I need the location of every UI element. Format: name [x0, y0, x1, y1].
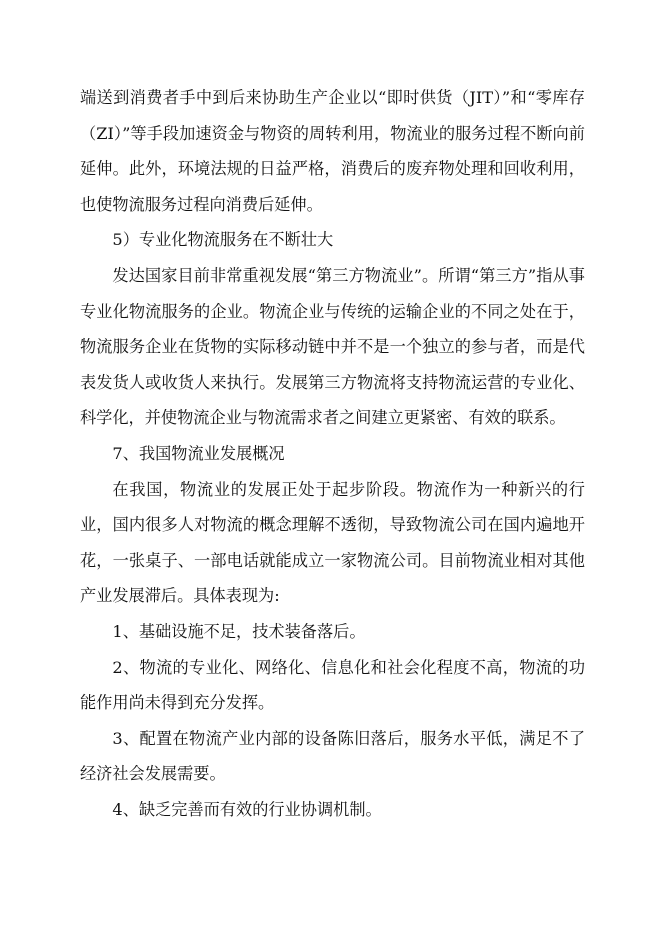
document-body [80, 80, 585, 827]
paragraph-third-party-logistics: 发达国家目前非常重视发展“第三方物流业”。所谓“第三方”指从事专业化物流服务的企业。物流企业与传统的运输企业的不同之处在于，物流服务企业在货物的实际移动链中并不是一个独立的参与者，而是代表发货人或收货人来执行。发展第三方物流将支持物流运营的专业化、科学化，并使物流企业与物流需求者之间建立更紧密、有效的联系。 [80, 265, 585, 428]
paragraph-continuation: 端送到消费者手中到后来协助生产企业以“即时供货（JIT）”和“零库存（ZI）”等手段加速资金与物资的周转利用，物流业的服务过程不断向前延伸。此外，环境法规的日益严格，消费后的废弃物处理和回收利用，也使物流服务过程向消费后延伸。 [80, 88, 585, 214]
paragraph-china-overview: 在我国，物流业的发展正处于起步阶段。物流作为一种新兴的行业，国内很多人对物流的概念理解不透彻，导致物流公司在国内遍地开花，一张桌子、一部电话就能成立一家物流公司。目前物流业相对其他产业发展滞后。具体表现为: [80, 479, 585, 606]
list-item-3: 3、配置在物流产业内部的设备陈旧落后，服务水平低，满足不了经济社会发展需要。 [80, 728, 585, 784]
section-heading-7: 7、我国物流业发展概况 [112, 443, 285, 463]
list-item-2: 2、物流的专业化、网络化、信息化和社会化程度不高，物流的功能作用尚未得到充分发挥。 [80, 657, 585, 713]
section-heading-5: 5）专业化物流服务在不断壮大 [112, 230, 334, 250]
list-item-1: 1、基础设施不足，技术装备落后。 [112, 621, 366, 641]
list-item-4: 4、缺乏完善而有效的行业协调机制。 [112, 799, 382, 819]
